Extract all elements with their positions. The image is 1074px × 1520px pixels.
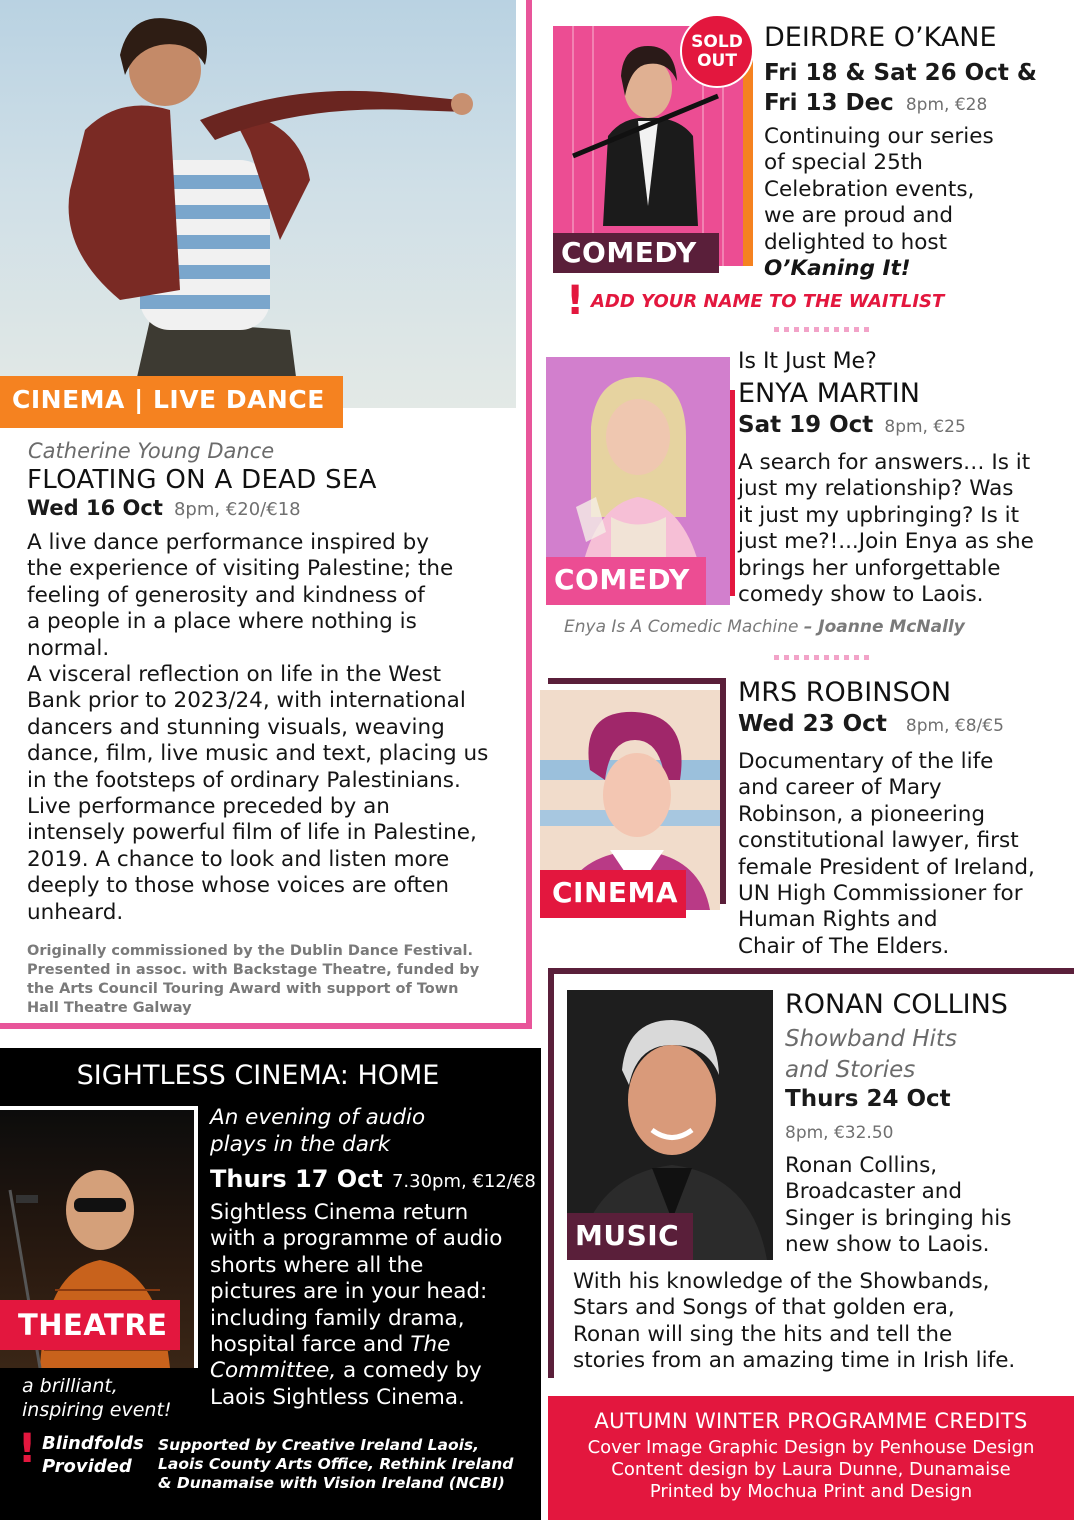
event-date-robinson xyxy=(738,711,1004,737)
text-line: normal. xyxy=(27,635,110,661)
dates-line: Fri 18 & Sat 26 Oct & xyxy=(764,60,1037,86)
text-line: Blindfolds xyxy=(42,1433,144,1454)
text-line: UN High Commissioner for xyxy=(738,881,1023,907)
text-line: Documentary of the life xyxy=(738,749,994,774)
dates-line xyxy=(764,88,1037,120)
text-line: the experience of visiting Palestine; the xyxy=(27,556,454,582)
date: Sat 19 Oct xyxy=(738,412,874,438)
event-date-enya xyxy=(738,412,966,438)
dotted-divider xyxy=(774,655,874,660)
dancer-illustration xyxy=(0,0,516,408)
pink-divider-horizontal xyxy=(0,1023,532,1029)
time-price-ronan: 8pm, €32.50 xyxy=(785,1123,894,1143)
text-line: Sightless Cinema return xyxy=(210,1200,469,1225)
event-date-floating xyxy=(27,496,301,520)
text-line: deeply to those whose voices are often xyxy=(27,873,449,899)
text-line: Printed by Mochua Print and Design xyxy=(649,1481,973,1502)
text-line: Stars and Songs of that golden era, xyxy=(573,1295,955,1321)
description-ronan-2 xyxy=(573,1269,1015,1375)
text-line: Live performance preceded by an xyxy=(27,794,390,820)
text-line: feeling of generosity and kindness of xyxy=(27,582,425,608)
text-fragment: hospital farce and xyxy=(210,1332,404,1358)
plum-rule-top xyxy=(548,968,1074,974)
tag-cinema: CINEMA xyxy=(12,385,125,414)
tag-separator: | xyxy=(134,385,144,414)
badge-line: OUT xyxy=(697,51,737,71)
category-tag-cinema-live-dance xyxy=(0,376,343,428)
blindfolds-note xyxy=(42,1432,144,1478)
text-line: in the footsteps of ordinary Palestinians. xyxy=(27,767,461,793)
italic-fragment: Committee, xyxy=(210,1358,337,1384)
event-title-enya: ENYA MARTIN xyxy=(738,378,920,409)
support-note xyxy=(158,1436,513,1493)
plum-accent-side xyxy=(720,678,726,904)
waitlist-link[interactable]: ADD YOUR NAME TO THE WAITLIST xyxy=(591,291,945,312)
text-line: inspiring event! xyxy=(22,1399,172,1421)
time-price: 7.30pm, €12/€8 xyxy=(391,1171,536,1192)
text-line: and Stories xyxy=(785,1057,916,1083)
text-line: Celebration events, xyxy=(764,176,975,202)
date: Wed 23 Oct xyxy=(738,711,887,737)
date: Thurs 17 Oct xyxy=(210,1165,383,1193)
text-line: An evening of audio xyxy=(210,1105,426,1130)
description-floating xyxy=(27,530,527,926)
text-line: a people in a place where nothing is xyxy=(27,609,417,635)
sold-out-badge xyxy=(680,14,754,88)
text-line: female President of Ireland, xyxy=(738,854,1035,880)
programme-credits xyxy=(548,1396,1074,1520)
company-name: Catherine Young Dance xyxy=(28,439,275,463)
text-line: A live dance performance inspired by xyxy=(27,530,430,555)
text-line: Chair of The Elders. xyxy=(738,933,950,959)
orange-accent-bar xyxy=(743,50,753,266)
text-line: dancers and stunning visuals, weaving xyxy=(27,714,445,740)
italic-fragment: The xyxy=(410,1332,451,1358)
text-line: constitutional lawyer, first xyxy=(738,828,1019,854)
text-line: Ronan will sing the hits and tell the xyxy=(573,1321,953,1347)
text-line: Robinson, a pioneering xyxy=(738,801,985,827)
badge-line: SOLD xyxy=(691,32,743,52)
category-tag-comedy: COMEDY xyxy=(546,557,706,605)
text-line: a brilliant, xyxy=(22,1375,118,1397)
enya-quote xyxy=(564,617,965,637)
text-line: & Dunamaise with Vision Ireland (NCBI) xyxy=(158,1474,505,1492)
text-line: comedy show to Laois. xyxy=(738,582,984,608)
credits-lines xyxy=(548,1437,1074,1503)
text-line: intensely powerful film of life in Palestine, xyxy=(27,820,477,846)
text-line: Human Rights and xyxy=(738,907,938,933)
time-price: 8pm, €8/€5 xyxy=(905,716,1004,736)
description-deirdre xyxy=(764,124,994,282)
text-line: stories from an amazing time in Irish life. xyxy=(573,1348,1016,1374)
text-line: Provided xyxy=(42,1456,132,1477)
description-enya xyxy=(738,450,1034,608)
text-line: Broadcaster and xyxy=(785,1179,963,1205)
plum-rule-left xyxy=(548,968,554,1378)
time-price: 8pm, €28 xyxy=(905,95,988,115)
text-line: 2019. A chance to look and listen more xyxy=(27,846,450,872)
text-line: we are proud and xyxy=(764,203,953,229)
plum-accent-top xyxy=(548,678,726,684)
category-tag-cinema: CINEMA xyxy=(540,870,686,918)
alert-icon: ! xyxy=(566,278,585,324)
subtitle-ronan xyxy=(785,1024,957,1086)
text-line: Hall Theatre Galway xyxy=(27,1000,192,1016)
text-line xyxy=(210,1358,540,1384)
text-line: Originally commissioned by the Dublin Dance Festival. xyxy=(27,943,473,959)
intro-sightless xyxy=(210,1104,425,1158)
text-line: Singer is bringing his xyxy=(785,1205,1012,1231)
event-date-sightless xyxy=(210,1165,536,1193)
text-line: new show to Laois. xyxy=(785,1232,990,1258)
time-price: 8pm, €25 xyxy=(884,417,966,437)
text-line: and career of Mary xyxy=(738,775,942,801)
text-line: including family drama, xyxy=(210,1305,465,1331)
time-price: 8pm, €20/€18 xyxy=(173,499,301,520)
text-line: Laois County Arts Office, Rethink Ireland xyxy=(158,1455,514,1473)
sightless-cinema-panel xyxy=(0,1048,541,1520)
text-line: Ronan Collins, xyxy=(785,1153,938,1178)
description-sightless xyxy=(210,1200,540,1411)
text-line: just my relationship? Was xyxy=(738,476,1014,502)
text-line: it just my upbringing? Is it xyxy=(738,502,1020,528)
text-fragment: a comedy by xyxy=(343,1358,482,1384)
text-line: brings her unforgettable xyxy=(738,555,1001,581)
credits-heading: AUTUMN WINTER PROGRAMME CREDITS xyxy=(594,1409,1028,1433)
text-line: A search for answers… Is it xyxy=(738,450,1031,475)
text-line: Showband Hits xyxy=(785,1026,957,1052)
event-title-robinson: MRS ROBINSON xyxy=(738,677,952,708)
text-line: Supported by Creative Ireland Laois, xyxy=(158,1436,480,1454)
pull-quote-sightless xyxy=(22,1374,172,1422)
text-line: Content design by Laura Dunne, Dunamaise xyxy=(611,1459,1011,1480)
date: Wed 16 Oct xyxy=(27,496,163,520)
category-tag-music: MUSIC xyxy=(567,1213,693,1260)
text-line xyxy=(210,1332,540,1358)
dotted-divider xyxy=(774,327,874,332)
text-line: Cover Image Graphic Design by Penhouse Design xyxy=(587,1437,1035,1458)
date: Fri 13 Dec xyxy=(764,90,894,116)
event-date-ronan: Thurs 24 Oct xyxy=(785,1086,951,1112)
text-line: unheard. xyxy=(27,899,124,925)
text-line: dance, film, live music and text, placing us xyxy=(27,741,489,767)
quote-author: – Joanne McNally xyxy=(803,617,965,637)
text-line: delighted to host xyxy=(764,229,948,255)
category-tag-comedy: COMEDY xyxy=(553,233,719,273)
text-line: With his knowledge of the Showbands, xyxy=(573,1269,990,1294)
text-line: Bank prior to 2023/24, with international xyxy=(27,688,466,714)
tag-live-dance: LIVE DANCE xyxy=(152,385,325,414)
event-title-deirdre: DEIRDRE O’KANE xyxy=(764,22,997,53)
event-dates-deirdre xyxy=(764,58,1037,120)
description-ronan xyxy=(785,1153,1011,1259)
enya-kicker: Is It Just Me? xyxy=(738,349,877,374)
text-line: just me?!...Join Enya as she xyxy=(738,529,1034,555)
text-line: the Arts Council Touring Award with support of Town xyxy=(27,981,459,997)
text-line: pictures are in your head: xyxy=(210,1279,488,1305)
text-line: Presented in assoc. with Backstage Theatre, funded by xyxy=(27,962,480,978)
alert-icon: ! xyxy=(18,1426,37,1472)
event-title-sightless: SIGHTLESS CINEMA: HOME xyxy=(76,1060,440,1091)
text-line: Continuing our series xyxy=(764,124,994,149)
dancer-photo xyxy=(0,0,516,408)
quote-text: Enya Is A Comedic Machine xyxy=(564,617,799,637)
text-line: shorts where all the xyxy=(210,1252,424,1278)
text-line: of special 25th xyxy=(764,150,923,176)
category-tag-theatre: THEATRE xyxy=(0,1300,180,1350)
credits-floating xyxy=(27,942,522,1018)
text-line: with a programme of audio xyxy=(210,1226,503,1252)
text-line: Laois Sightless Cinema. xyxy=(210,1384,465,1410)
text-line: A visceral reflection on life in the West xyxy=(27,662,442,688)
text-line: plays in the dark xyxy=(210,1132,391,1157)
event-title-ronan: RONAN COLLINS xyxy=(785,989,1008,1020)
event-title-floating: FLOATING ON A DEAD SEA xyxy=(27,465,377,495)
description-robinson xyxy=(738,749,1035,960)
show-name: O’Kaning It! xyxy=(764,256,911,282)
